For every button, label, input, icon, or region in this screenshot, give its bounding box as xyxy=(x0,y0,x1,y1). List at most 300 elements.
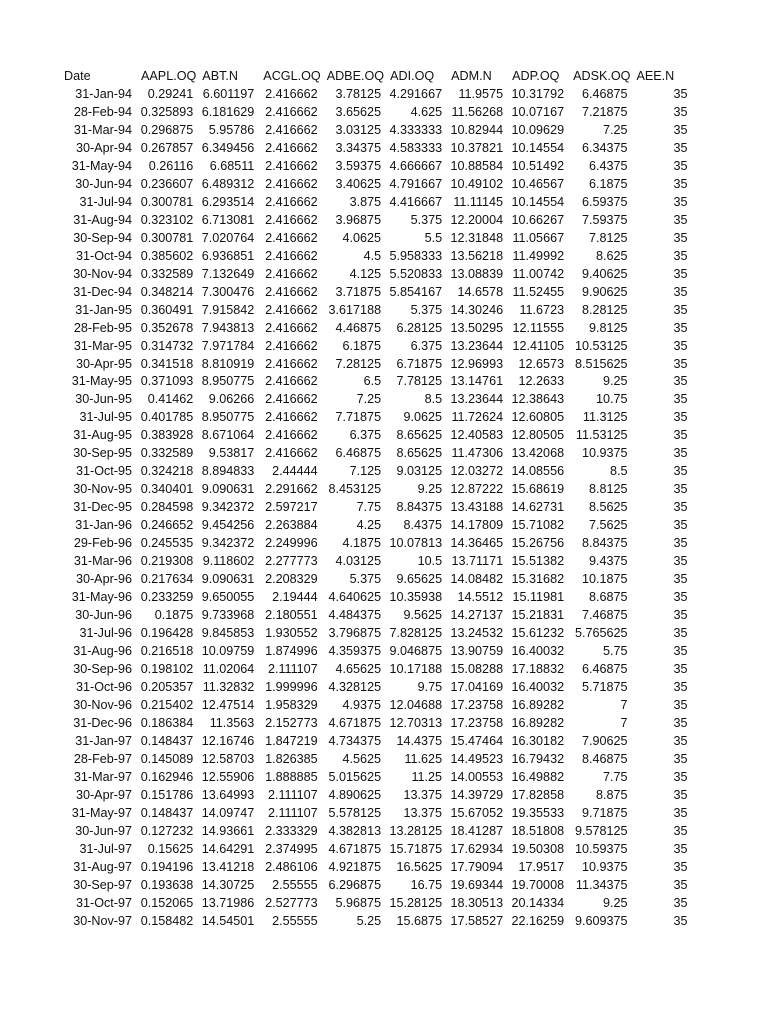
date-cell[interactable]: 30-Sep-97 xyxy=(73,877,132,892)
date-cell[interactable]: 31-Jul-97 xyxy=(79,841,132,856)
value-cell[interactable]: 16.40032 xyxy=(511,679,565,694)
value-cell[interactable]: 8.950775 xyxy=(201,374,255,389)
value-cell[interactable]: 15.08288 xyxy=(450,661,504,676)
value-cell[interactable]: 9.75 xyxy=(417,679,443,694)
date-cell[interactable]: 30-Apr-95 xyxy=(75,356,132,371)
value-cell[interactable]: 0.205357 xyxy=(140,679,194,694)
value-cell[interactable]: 8.6875 xyxy=(588,590,628,605)
value-cell[interactable]: 11.56268 xyxy=(451,104,504,119)
value-cell[interactable]: 7.5625 xyxy=(588,518,628,533)
value-cell[interactable]: 14.64291 xyxy=(201,841,255,856)
value-cell[interactable]: 6.1875 xyxy=(342,338,382,353)
value-cell[interactable]: 10.07813 xyxy=(389,536,443,551)
value-cell[interactable]: 9.090631 xyxy=(201,482,255,497)
value-cell[interactable]: 35 xyxy=(673,104,688,119)
value-cell[interactable]: 13.28125 xyxy=(389,823,443,838)
value-cell[interactable]: 19.50308 xyxy=(511,841,565,856)
value-cell[interactable]: 10.82944 xyxy=(450,122,504,137)
value-cell[interactable]: 3.65625 xyxy=(335,104,382,119)
value-cell[interactable]: 11.3563 xyxy=(209,715,255,730)
value-cell[interactable]: 0.233259 xyxy=(140,590,194,605)
date-cell[interactable]: 30-Nov-94 xyxy=(73,266,132,281)
value-cell[interactable]: 0.300781 xyxy=(140,230,194,245)
value-cell[interactable]: 0.340401 xyxy=(140,482,194,497)
value-cell[interactable]: 13.23644 xyxy=(450,392,504,407)
value-cell[interactable]: 35 xyxy=(673,536,688,551)
value-cell[interactable]: 14.54501 xyxy=(201,913,255,928)
value-cell[interactable]: 5.5 xyxy=(424,230,443,245)
value-cell[interactable]: 0.300781 xyxy=(140,194,194,209)
value-cell[interactable]: 12.6573 xyxy=(518,356,565,371)
value-cell[interactable]: 5.958333 xyxy=(389,248,443,263)
value-cell[interactable]: 6.59375 xyxy=(581,194,628,209)
value-cell[interactable]: 10.88584 xyxy=(450,158,504,173)
value-cell[interactable]: 4.921875 xyxy=(328,859,382,874)
value-cell[interactable]: 15.28125 xyxy=(389,895,443,910)
value-cell[interactable]: 4.359375 xyxy=(328,644,382,658)
value-cell[interactable]: 15.71082 xyxy=(511,518,565,533)
value-cell[interactable]: 16.79432 xyxy=(511,751,565,766)
value-cell[interactable]: 9.845853 xyxy=(201,626,255,641)
value-cell[interactable]: 3.875 xyxy=(349,194,382,209)
value-cell[interactable]: 13.42068 xyxy=(511,446,565,461)
date-cell[interactable]: 31-Oct-97 xyxy=(76,895,132,910)
value-cell[interactable]: 2.111107 xyxy=(267,805,318,820)
value-cell[interactable]: 2.597217 xyxy=(265,500,318,515)
value-cell[interactable]: 2.416662 xyxy=(265,212,318,227)
value-cell[interactable]: 13.375 xyxy=(403,787,443,802)
value-cell[interactable]: 35 xyxy=(673,464,688,479)
value-cell[interactable]: 5.375 xyxy=(349,572,382,587)
value-cell[interactable]: 15.31682 xyxy=(511,572,565,587)
value-cell[interactable]: 11.00742 xyxy=(512,266,565,281)
value-cell[interactable]: 6.46875 xyxy=(581,86,628,101)
value-cell[interactable]: 2.416662 xyxy=(265,248,318,263)
date-cell[interactable]: 30-Jun-94 xyxy=(75,176,132,191)
value-cell[interactable]: 10.07167 xyxy=(511,104,565,119)
value-cell[interactable]: 2.416662 xyxy=(265,374,318,389)
value-cell[interactable]: 5.765625 xyxy=(574,626,628,641)
value-cell[interactable]: 0.296875 xyxy=(140,122,194,137)
value-cell[interactable]: 14.00553 xyxy=(450,769,504,784)
value-cell[interactable]: 12.40583 xyxy=(450,428,504,443)
value-cell[interactable]: 16.49882 xyxy=(511,769,565,784)
value-cell[interactable]: 2.180551 xyxy=(265,608,318,623)
value-cell[interactable]: 12.58703 xyxy=(201,751,255,766)
value-cell[interactable]: 3.03125 xyxy=(335,122,382,137)
value-cell[interactable]: 4.9375 xyxy=(342,697,382,712)
value-cell[interactable]: 3.59375 xyxy=(335,158,382,173)
value-cell[interactable]: 8.65625 xyxy=(396,446,443,461)
value-cell[interactable]: 35 xyxy=(673,787,688,802)
value-cell[interactable]: 5.854167 xyxy=(389,284,443,299)
value-cell[interactable]: 35 xyxy=(673,877,688,892)
value-cell[interactable]: 15.67052 xyxy=(450,805,504,820)
value-cell[interactable]: 12.87222 xyxy=(450,482,504,497)
value-cell[interactable]: 35 xyxy=(673,644,688,658)
column-header[interactable]: Date xyxy=(64,69,91,83)
value-cell[interactable]: 12.41105 xyxy=(512,338,565,353)
value-cell[interactable]: 2.416662 xyxy=(265,356,318,371)
value-cell[interactable]: 0.196428 xyxy=(140,626,194,641)
value-cell[interactable]: 12.47514 xyxy=(201,697,255,712)
value-cell[interactable]: 16.89282 xyxy=(511,697,565,712)
date-cell[interactable]: 28-Feb-95 xyxy=(73,320,132,335)
value-cell[interactable]: 5.71875 xyxy=(581,679,628,694)
value-cell[interactable]: 6.34375 xyxy=(581,140,628,155)
value-cell[interactable]: 0.26116 xyxy=(148,158,194,173)
value-cell[interactable]: 4.890625 xyxy=(328,787,382,802)
value-cell[interactable]: 6.713081 xyxy=(201,212,255,227)
value-cell[interactable]: 35 xyxy=(673,608,688,623)
date-cell[interactable]: 31-Dec-96 xyxy=(73,715,132,730)
date-cell[interactable]: 30-Nov-95 xyxy=(73,482,132,497)
value-cell[interactable]: 7.78125 xyxy=(396,374,443,389)
value-cell[interactable]: 9.046875 xyxy=(389,644,443,658)
value-cell[interactable]: 4.583333 xyxy=(389,140,443,155)
date-cell[interactable]: 31-Aug-94 xyxy=(73,212,132,227)
value-cell[interactable]: 11.72624 xyxy=(451,410,504,425)
value-cell[interactable]: 14.39729 xyxy=(450,787,504,802)
value-cell[interactable]: 35 xyxy=(673,140,688,155)
value-cell[interactable]: 0.158482 xyxy=(140,913,194,928)
value-cell[interactable]: 12.60805 xyxy=(511,410,565,425)
value-cell[interactable]: 35 xyxy=(673,697,688,712)
value-cell[interactable]: 15.21831 xyxy=(511,608,565,623)
value-cell[interactable]: 0.219308 xyxy=(140,554,194,569)
value-cell[interactable]: 11.625 xyxy=(404,751,443,766)
value-cell[interactable]: 4.125 xyxy=(349,266,382,281)
value-cell[interactable]: 3.78125 xyxy=(335,86,382,101)
value-cell[interactable]: 2.111107 xyxy=(267,787,318,802)
value-cell[interactable]: 2.416662 xyxy=(265,230,318,245)
value-cell[interactable]: 10.35938 xyxy=(389,590,443,605)
value-cell[interactable]: 19.69344 xyxy=(450,877,504,892)
value-cell[interactable]: 12.04688 xyxy=(389,697,443,712)
value-cell[interactable]: 3.617188 xyxy=(328,302,382,317)
value-cell[interactable]: 35 xyxy=(673,284,688,299)
value-cell[interactable]: 35 xyxy=(673,715,688,730)
value-cell[interactable]: 0.148437 xyxy=(140,805,194,820)
value-cell[interactable]: 4.791667 xyxy=(389,176,443,191)
value-cell[interactable]: 2.416662 xyxy=(265,176,318,191)
value-cell[interactable]: 2.111107 xyxy=(267,661,318,676)
value-cell[interactable]: 11.9575 xyxy=(458,86,504,101)
value-cell[interactable]: 13.375 xyxy=(403,805,443,820)
value-cell[interactable]: 2.416662 xyxy=(265,410,318,425)
value-cell[interactable]: 13.24532 xyxy=(450,626,504,641)
value-cell[interactable]: 12.80505 xyxy=(511,428,565,443)
value-cell[interactable]: 0.385602 xyxy=(140,248,194,263)
value-cell[interactable]: 35 xyxy=(673,500,688,515)
value-cell[interactable]: 4.65625 xyxy=(335,661,382,676)
value-cell[interactable]: 9.454256 xyxy=(201,518,255,533)
value-cell[interactable]: 0.324218 xyxy=(140,464,194,479)
date-cell[interactable]: 31-Mar-94 xyxy=(73,122,132,137)
value-cell[interactable]: 0.186384 xyxy=(140,715,194,730)
value-cell[interactable]: 35 xyxy=(673,320,688,335)
value-cell[interactable]: 11.53125 xyxy=(575,428,628,443)
value-cell[interactable]: 14.6578 xyxy=(457,284,504,299)
value-cell[interactable]: 15.6875 xyxy=(396,913,443,928)
value-cell[interactable]: 16.89282 xyxy=(511,715,565,730)
value-cell[interactable]: 8.894833 xyxy=(201,464,255,479)
value-cell[interactable]: 2.44444 xyxy=(272,464,318,479)
value-cell[interactable]: 0.236607 xyxy=(140,176,194,191)
value-cell[interactable]: 10.66267 xyxy=(511,212,565,227)
value-cell[interactable]: 10.49102 xyxy=(450,176,504,191)
value-cell[interactable]: 35 xyxy=(673,823,688,838)
value-cell[interactable]: 1.999996 xyxy=(265,679,318,694)
value-cell[interactable]: 8.625 xyxy=(595,248,628,263)
date-cell[interactable]: 30-Jun-96 xyxy=(75,608,132,623)
value-cell[interactable]: 10.9375 xyxy=(581,859,628,874)
value-cell[interactable]: 6.46875 xyxy=(335,446,382,461)
value-cell[interactable]: 4.671875 xyxy=(328,841,382,856)
value-cell[interactable]: 9.0625 xyxy=(403,410,443,425)
value-cell[interactable]: 35 xyxy=(673,248,688,263)
value-cell[interactable]: 6.489312 xyxy=(201,176,255,191)
date-cell[interactable]: 29-Feb-96 xyxy=(73,536,132,551)
value-cell[interactable]: 6.181629 xyxy=(201,104,255,119)
date-cell[interactable]: 30-Sep-96 xyxy=(73,661,132,676)
value-cell[interactable]: 14.4375 xyxy=(396,733,443,748)
value-cell[interactable]: 0.216518 xyxy=(140,644,194,658)
value-cell[interactable]: 4.625 xyxy=(410,104,443,119)
value-cell[interactable]: 35 xyxy=(673,302,688,317)
value-cell[interactable]: 0.383928 xyxy=(140,428,194,443)
value-cell[interactable]: 8.5 xyxy=(609,464,628,479)
value-cell[interactable]: 9.25 xyxy=(417,482,443,497)
value-cell[interactable]: 7.125 xyxy=(349,464,382,479)
value-cell[interactable]: 2.416662 xyxy=(265,428,318,443)
value-cell[interactable]: 8.8125 xyxy=(588,482,628,497)
value-cell[interactable]: 0.284598 xyxy=(140,500,194,515)
value-cell[interactable]: 8.810919 xyxy=(201,356,255,371)
value-cell[interactable]: 2.416662 xyxy=(265,194,318,209)
value-cell[interactable]: 2.416662 xyxy=(265,158,318,173)
value-cell[interactable]: 0.41462 xyxy=(147,392,194,407)
value-cell[interactable]: 2.263884 xyxy=(265,518,318,533)
value-cell[interactable]: 6.375 xyxy=(410,338,443,353)
value-cell[interactable]: 17.23758 xyxy=(450,715,504,730)
value-cell[interactable]: 35 xyxy=(673,661,688,676)
value-cell[interactable]: 15.26756 xyxy=(511,536,565,551)
value-cell[interactable]: 11.52455 xyxy=(512,284,565,299)
value-cell[interactable]: 2.333329 xyxy=(265,823,318,838)
value-cell[interactable]: 17.79094 xyxy=(450,859,504,874)
value-cell[interactable]: 13.08839 xyxy=(450,266,504,281)
value-cell[interactable]: 8.5625 xyxy=(588,500,628,515)
value-cell[interactable]: 10.75 xyxy=(595,392,628,407)
value-cell[interactable]: 2.416662 xyxy=(265,392,318,407)
value-cell[interactable]: 0.127232 xyxy=(140,823,194,838)
value-cell[interactable]: 11.3125 xyxy=(582,410,628,425)
value-cell[interactable]: 35 xyxy=(673,392,688,407)
value-cell[interactable]: 2.416662 xyxy=(265,266,318,281)
value-cell[interactable]: 15.51382 xyxy=(511,554,565,569)
date-cell[interactable]: 31-Jan-97 xyxy=(75,733,132,748)
value-cell[interactable]: 16.40032 xyxy=(511,644,565,658)
value-cell[interactable]: 1.874996 xyxy=(265,644,318,658)
value-cell[interactable]: 12.03272 xyxy=(450,464,504,479)
value-cell[interactable]: 35 xyxy=(673,554,688,569)
value-cell[interactable]: 5.95786 xyxy=(208,122,255,137)
value-cell[interactable]: 13.56218 xyxy=(450,248,504,263)
date-cell[interactable]: 28-Feb-94 xyxy=(73,104,132,119)
value-cell[interactable]: 35 xyxy=(673,733,688,748)
value-cell[interactable]: 4.25 xyxy=(356,518,382,533)
date-cell[interactable]: 31-Jul-94 xyxy=(79,194,132,209)
value-cell[interactable]: 11.34375 xyxy=(575,877,628,892)
value-cell[interactable]: 7.21875 xyxy=(581,104,628,119)
value-cell[interactable]: 7.75 xyxy=(356,500,382,515)
value-cell[interactable]: 17.23758 xyxy=(450,697,504,712)
value-cell[interactable]: 9.03125 xyxy=(396,464,443,479)
value-cell[interactable]: 9.4375 xyxy=(588,554,628,569)
date-cell[interactable]: 31-Aug-95 xyxy=(73,428,132,443)
value-cell[interactable]: 9.342372 xyxy=(201,500,255,515)
value-cell[interactable]: 11.05667 xyxy=(512,230,565,245)
value-cell[interactable]: 9.65625 xyxy=(396,572,443,587)
value-cell[interactable]: 17.9517 xyxy=(518,859,565,874)
value-cell[interactable]: 10.14554 xyxy=(511,140,565,155)
value-cell[interactable]: 6.349456 xyxy=(201,140,255,155)
value-cell[interactable]: 11.25 xyxy=(411,769,443,784)
column-header[interactable]: ABT.N xyxy=(202,69,238,83)
value-cell[interactable]: 8.875 xyxy=(595,787,628,802)
date-cell[interactable]: 31-Jul-96 xyxy=(79,626,132,641)
value-cell[interactable]: 7.020764 xyxy=(201,230,255,245)
value-cell[interactable]: 35 xyxy=(673,446,688,461)
value-cell[interactable]: 8.84375 xyxy=(396,500,443,515)
value-cell[interactable]: 2.416662 xyxy=(265,284,318,299)
value-cell[interactable]: 12.38643 xyxy=(511,392,565,407)
value-cell[interactable]: 9.90625 xyxy=(581,284,628,299)
value-cell[interactable]: 35 xyxy=(673,410,688,425)
value-cell[interactable]: 10.5 xyxy=(417,554,443,569)
date-cell[interactable]: 31-Aug-97 xyxy=(73,859,132,874)
value-cell[interactable]: 7.25 xyxy=(602,122,628,137)
value-cell[interactable]: 0.348214 xyxy=(140,284,194,299)
value-cell[interactable]: 18.51808 xyxy=(511,823,565,838)
column-header[interactable]: AAPL.OQ xyxy=(141,69,197,83)
value-cell[interactable]: 6.293514 xyxy=(201,194,255,209)
value-cell[interactable]: 5.375 xyxy=(410,302,443,317)
value-cell[interactable]: 5.75 xyxy=(602,644,628,658)
value-cell[interactable]: 7.132649 xyxy=(201,266,255,281)
column-header[interactable]: ADBE.OQ xyxy=(326,69,385,83)
value-cell[interactable]: 8.5 xyxy=(424,392,443,407)
value-cell[interactable]: 35 xyxy=(673,86,688,101)
value-cell[interactable]: 13.41218 xyxy=(201,859,255,874)
value-cell[interactable]: 7.75 xyxy=(602,769,628,784)
value-cell[interactable]: 2.416662 xyxy=(265,140,318,155)
column-header[interactable]: ADP.OQ xyxy=(512,69,560,83)
date-cell[interactable]: 31-Dec-95 xyxy=(73,500,132,515)
value-cell[interactable]: 14.08556 xyxy=(511,464,565,479)
value-cell[interactable]: 10.46567 xyxy=(511,176,565,191)
date-cell[interactable]: 31-Mar-97 xyxy=(73,769,132,784)
value-cell[interactable]: 9.5625 xyxy=(403,608,443,623)
value-cell[interactable]: 5.578125 xyxy=(328,805,382,820)
value-cell[interactable]: 9.40625 xyxy=(581,266,628,281)
value-cell[interactable]: 2.527773 xyxy=(265,895,318,910)
value-cell[interactable]: 2.416662 xyxy=(265,302,318,317)
value-cell[interactable]: 35 xyxy=(673,751,688,766)
value-cell[interactable]: 13.90759 xyxy=(450,644,504,658)
value-cell[interactable]: 35 xyxy=(673,338,688,353)
value-cell[interactable]: 13.71171 xyxy=(451,554,504,569)
value-cell[interactable]: 15.61232 xyxy=(511,626,565,641)
value-cell[interactable]: 4.671875 xyxy=(328,715,382,730)
value-cell[interactable]: 2.416662 xyxy=(265,446,318,461)
date-cell[interactable]: 31-Jan-96 xyxy=(75,518,132,533)
value-cell[interactable]: 13.64993 xyxy=(201,787,255,802)
value-cell[interactable]: 19.70008 xyxy=(511,877,565,892)
value-cell[interactable]: 4.640625 xyxy=(328,590,382,605)
value-cell[interactable]: 0.401785 xyxy=(140,410,194,425)
value-cell[interactable]: 10.17188 xyxy=(389,661,443,676)
value-cell[interactable]: 10.37821 xyxy=(450,140,504,155)
date-cell[interactable]: 30-Nov-96 xyxy=(73,697,132,712)
value-cell[interactable]: 35 xyxy=(673,122,688,137)
value-cell[interactable]: 2.55555 xyxy=(272,877,318,892)
value-cell[interactable]: 15.71875 xyxy=(389,841,443,856)
value-cell[interactable]: 10.14554 xyxy=(511,194,565,209)
value-cell[interactable]: 35 xyxy=(673,859,688,874)
value-cell[interactable]: 4.03125 xyxy=(335,554,382,569)
value-cell[interactable]: 0.267857 xyxy=(140,140,194,155)
value-cell[interactable]: 6.4375 xyxy=(588,158,628,173)
value-cell[interactable]: 6.71875 xyxy=(396,356,443,371)
value-cell[interactable]: 13.50295 xyxy=(450,320,504,335)
value-cell[interactable]: 6.296875 xyxy=(328,877,382,892)
date-cell[interactable]: 31-Jul-95 xyxy=(79,410,132,425)
value-cell[interactable]: 4.46875 xyxy=(335,320,382,335)
value-cell[interactable]: 15.68619 xyxy=(511,482,565,497)
column-header[interactable]: ADM.N xyxy=(451,69,492,83)
value-cell[interactable]: 14.93661 xyxy=(201,823,255,838)
value-cell[interactable]: 0.215402 xyxy=(140,697,194,712)
value-cell[interactable]: 0.193638 xyxy=(140,877,194,892)
value-cell[interactable]: 2.416662 xyxy=(265,338,318,353)
value-cell[interactable]: 17.58527 xyxy=(450,913,504,928)
date-cell[interactable]: 30-Apr-94 xyxy=(75,140,132,155)
value-cell[interactable]: 22.16259 xyxy=(511,913,565,928)
value-cell[interactable]: 6.375 xyxy=(349,428,382,443)
value-cell[interactable]: 1.930552 xyxy=(265,626,318,641)
value-cell[interactable]: 14.27137 xyxy=(450,608,504,623)
value-cell[interactable]: 2.249996 xyxy=(265,536,318,551)
date-cell[interactable]: 31-May-94 xyxy=(71,158,132,173)
value-cell[interactable]: 11.11145 xyxy=(453,194,504,209)
date-cell[interactable]: 31-Jan-94 xyxy=(75,86,132,101)
value-cell[interactable]: 0.152065 xyxy=(140,895,194,910)
value-cell[interactable]: 12.16746 xyxy=(201,733,255,748)
date-cell[interactable]: 31-May-95 xyxy=(71,374,132,389)
value-cell[interactable]: 12.2633 xyxy=(518,374,565,389)
value-cell[interactable]: 11.02064 xyxy=(202,661,255,676)
date-cell[interactable]: 31-Jan-95 xyxy=(75,302,132,317)
value-cell[interactable]: 35 xyxy=(673,626,688,641)
value-cell[interactable]: 0.145089 xyxy=(140,751,194,766)
value-cell[interactable]: 16.75 xyxy=(410,877,443,892)
value-cell[interactable]: 13.43188 xyxy=(450,500,504,515)
value-cell[interactable]: 14.36465 xyxy=(450,536,504,551)
date-cell[interactable]: 31-Mar-96 xyxy=(73,554,132,569)
value-cell[interactable]: 10.1875 xyxy=(581,572,628,587)
